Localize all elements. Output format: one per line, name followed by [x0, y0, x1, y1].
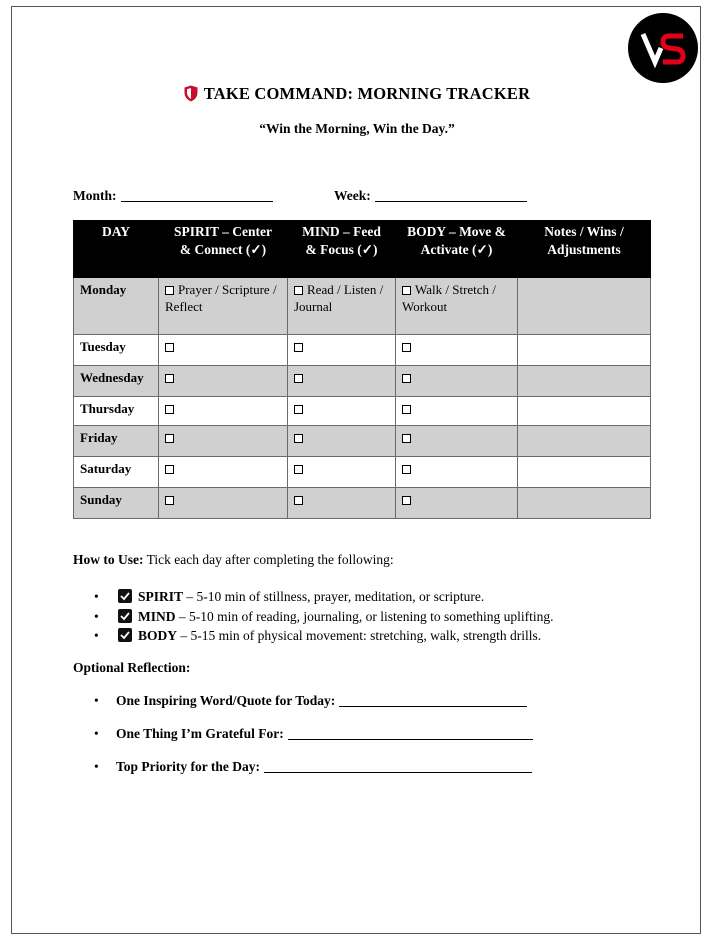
week-field[interactable]: [334, 188, 527, 204]
notes-cell[interactable]: [518, 366, 651, 397]
reflection-item[interactable]: • One Thing I’m Grateful For:: [73, 724, 533, 757]
table-row: [74, 278, 651, 335]
checked-box-icon: [118, 609, 132, 623]
answer-line[interactable]: [288, 726, 533, 740]
how-to-list: [73, 587, 553, 646]
checkbox-icon[interactable]: [294, 374, 303, 383]
table-row: [74, 335, 651, 366]
how-to-use: [73, 552, 394, 568]
day-cell: Thursday: [74, 397, 159, 426]
mind-cell[interactable]: [288, 397, 396, 426]
spirit-cell[interactable]: [159, 426, 288, 457]
header-mind: MIND – Feed & Focus (✓): [288, 221, 396, 278]
checkbox-icon[interactable]: [294, 496, 303, 505]
month-label: Month:: [73, 188, 117, 203]
notes-cell[interactable]: [518, 397, 651, 426]
reflection-list: [73, 691, 533, 790]
body-cell[interactable]: [396, 366, 518, 397]
mind-cell[interactable]: [288, 426, 396, 457]
reflection-item[interactable]: • One Inspiring Word/Quote for Today:: [73, 691, 533, 724]
list-item: • BODY – 5-15 min of physical movement: stretching, walk, strength drills.: [94, 628, 542, 643]
checkbox-icon[interactable]: [402, 405, 411, 414]
month-field[interactable]: [73, 188, 273, 204]
week-label: Week:: [334, 188, 371, 203]
checkbox-icon[interactable]: [294, 286, 303, 295]
table-row: [74, 457, 651, 488]
day-cell: Wednesday: [74, 366, 159, 397]
spirit-cell[interactable]: [159, 335, 288, 366]
body-cell[interactable]: [396, 457, 518, 488]
checkbox-icon[interactable]: [294, 465, 303, 474]
day-cell: Friday: [74, 426, 159, 457]
body-cell[interactable]: [396, 426, 518, 457]
table-row: [74, 366, 651, 397]
page-title: [12, 84, 702, 107]
day-cell: Monday: [74, 278, 159, 335]
checkbox-icon[interactable]: [294, 343, 303, 352]
title-text: TAKE COMMAND: MORNING TRACKER: [203, 84, 531, 103]
checked-box-icon: [118, 628, 132, 642]
vs-logo-icon: [627, 12, 699, 84]
body-cell[interactable]: [396, 397, 518, 426]
checkbox-icon[interactable]: [402, 496, 411, 505]
mind-cell[interactable]: [288, 457, 396, 488]
checkbox-icon[interactable]: [165, 286, 174, 295]
header-spirit: SPIRIT – Center & Connect (✓): [159, 221, 288, 278]
checkbox-icon[interactable]: [165, 405, 174, 414]
spirit-cell[interactable]: [159, 366, 288, 397]
body-cell[interactable]: [396, 335, 518, 366]
checkbox-icon[interactable]: [402, 374, 411, 383]
mind-cell[interactable]: [288, 366, 396, 397]
mind-cell[interactable]: [288, 488, 396, 519]
day-cell: Tuesday: [74, 335, 159, 366]
checkbox-icon[interactable]: [165, 434, 174, 443]
checked-box-icon: [118, 589, 132, 603]
notes-cell[interactable]: [518, 278, 651, 335]
header-body: BODY – Move & Activate (✓): [396, 221, 518, 278]
tracker-table: [73, 220, 651, 519]
notes-cell[interactable]: [518, 426, 651, 457]
page-subtitle: “Win the Morning, Win the Day.”: [259, 121, 455, 136]
mind-cell[interactable]: [288, 335, 396, 366]
list-item: • SPIRIT – 5-10 min of stillness, prayer, meditation, or scripture.: [94, 589, 485, 604]
spirit-cell[interactable]: [159, 397, 288, 426]
checkbox-icon[interactable]: [294, 434, 303, 443]
how-to-label: How to Use:: [73, 552, 144, 567]
how-to-text: Tick each day after completing the following:: [143, 552, 394, 567]
month-line[interactable]: [121, 188, 273, 202]
optional-reflection-heading: Optional Reflection:: [73, 660, 191, 675]
checkbox-icon[interactable]: [402, 343, 411, 352]
checkbox-icon[interactable]: [402, 465, 411, 474]
reflection-item[interactable]: • Top Priority for the Day:: [73, 757, 533, 790]
answer-line[interactable]: [339, 693, 527, 707]
notes-cell[interactable]: [518, 457, 651, 488]
table-row: [74, 488, 651, 519]
table-row: [74, 426, 651, 457]
table-header-row: [74, 221, 651, 278]
spirit-cell[interactable]: [159, 488, 288, 519]
body-cell[interactable]: [396, 488, 518, 519]
checkbox-icon[interactable]: [294, 405, 303, 414]
list-item: • MIND – 5-10 min of reading, journaling, or listening to something uplifting.: [94, 608, 554, 624]
notes-cell[interactable]: [518, 488, 651, 519]
table-row: [74, 397, 651, 426]
spirit-cell[interactable]: [159, 457, 288, 488]
answer-line[interactable]: [264, 759, 532, 773]
notes-cell[interactable]: [518, 335, 651, 366]
day-cell: Saturday: [74, 457, 159, 488]
header-notes: Notes / Wins / Adjustments: [518, 221, 651, 278]
checkbox-icon[interactable]: [165, 465, 174, 474]
checkbox-icon[interactable]: [402, 286, 411, 295]
checkbox-icon[interactable]: [165, 496, 174, 505]
checkbox-icon[interactable]: [402, 434, 411, 443]
week-line[interactable]: [375, 188, 527, 202]
body-cell[interactable]: Walk / Stretch / Workout: [396, 278, 518, 335]
day-cell: Sunday: [74, 488, 159, 519]
checkbox-icon[interactable]: [165, 374, 174, 383]
checkbox-icon[interactable]: [165, 343, 174, 352]
header-day: DAY: [74, 221, 159, 278]
spirit-cell[interactable]: Prayer / Scripture / Reflect: [159, 278, 288, 335]
mind-cell[interactable]: Read / Listen / Journal: [288, 278, 396, 335]
shield-icon: [184, 85, 198, 107]
document-page: [11, 6, 701, 934]
